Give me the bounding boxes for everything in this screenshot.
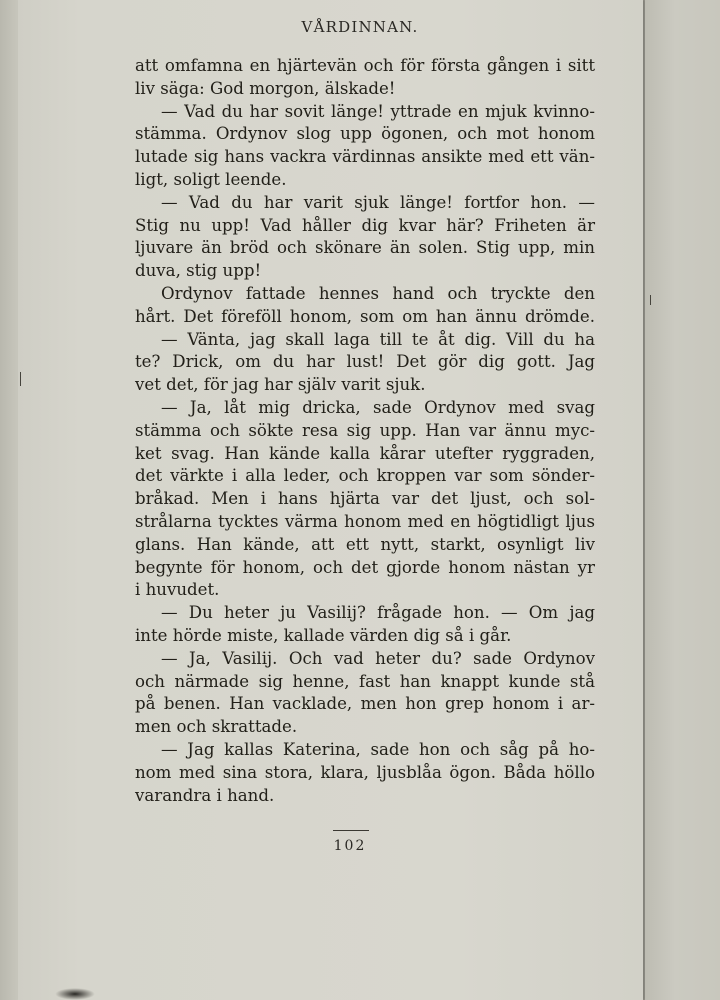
- next-page-edge: [645, 0, 720, 1000]
- text-line: — Vad du har sovit länge! yttrade en mjuk kvinno-: [161, 101, 595, 121]
- corner-smudge: [55, 988, 95, 1000]
- text-line: ket svag. Han kände kalla kårar utefter ryggraden,: [135, 443, 595, 463]
- text-line: i huvudet.: [135, 580, 220, 600]
- body-text: [135, 55, 595, 807]
- text-line: nom med sina stora, klara, ljusblåa ögon. Båda höllo: [135, 762, 595, 782]
- text-line: vet det, för jag har själv varit sjuk.: [135, 375, 426, 395]
- text-line: hårt. Det föreföll honom, som om han ännu drömde.: [135, 306, 595, 326]
- text-line: te? Drick, om du har lust! Det gör dig gott. Jag: [135, 352, 595, 372]
- text-line: — Jag kallas Katerina, sade hon och såg på ho-: [161, 739, 595, 759]
- page-number: 102: [333, 838, 367, 854]
- text-line: strålarna tycktes värma honom med en högtidligt ljus: [135, 511, 595, 531]
- margin-mark-right: [650, 295, 651, 305]
- folio-rule: [333, 830, 369, 831]
- text-line: det värkte i alla leder, och kroppen var som sönder-: [135, 466, 595, 486]
- text-line: bråkad. Men i hans hjärta var det ljust, och sol-: [135, 489, 595, 509]
- text-line: ligt, soligt leende.: [135, 169, 287, 189]
- text-line: duva, stig upp!: [135, 261, 262, 281]
- text-line: stämma och sökte resa sig upp. Han var ännu myc-: [135, 420, 595, 440]
- running-head: VÅRDINNAN.: [301, 18, 419, 36]
- text-line: ljuvare än bröd och skönare än solen. Stig upp, min: [135, 238, 595, 258]
- text-line: på benen. Han vacklade, men hon grep honom i ar-: [135, 694, 595, 714]
- text-line: liv säga: God morgon, älskade!: [135, 78, 396, 98]
- text-line: Ordynov fattade hennes hand och tryckte den: [161, 283, 595, 303]
- text-line: — Ja, låt mig dricka, sade Ordynov med svag: [161, 397, 595, 417]
- text-line: — Vänta, jag skall laga till te åt dig. Vill du ha: [161, 329, 595, 349]
- text-line: begynte för honom, och det gjorde honom nästan yr: [135, 557, 595, 577]
- text-line: Stig nu upp! Vad håller dig kvar här? Friheten är: [135, 215, 595, 235]
- text-line: varandra i hand.: [135, 785, 275, 805]
- spine-shadow: [0, 0, 18, 1000]
- text-line: lutade sig hans vackra värdinnas ansikte med ett vän-: [135, 147, 595, 167]
- margin-mark-left: [20, 372, 21, 386]
- text-line: — Du heter ju Vasilij? frågade hon. — Om jag: [161, 603, 595, 623]
- text-line: stämma. Ordynov slog upp ögonen, och mot honom: [135, 124, 595, 144]
- text-line: — Ja, Vasilij. Och vad heter du? sade Ordynov: [161, 648, 595, 668]
- text-line: — Vad du har varit sjuk länge! fortfor hon. —: [161, 192, 595, 212]
- text-line: att omfamna en hjärtevän och för första gången i sitt: [135, 56, 595, 75]
- text-line: inte hörde miste, kallade värden dig så i går.: [135, 625, 512, 645]
- text-line: och närmade sig henne, fast han knappt kunde stå: [135, 671, 595, 691]
- text-line: glans. Han kände, att ett nytt, starkt, osynligt liv: [135, 534, 595, 554]
- text-line: men och skrattade.: [135, 717, 298, 737]
